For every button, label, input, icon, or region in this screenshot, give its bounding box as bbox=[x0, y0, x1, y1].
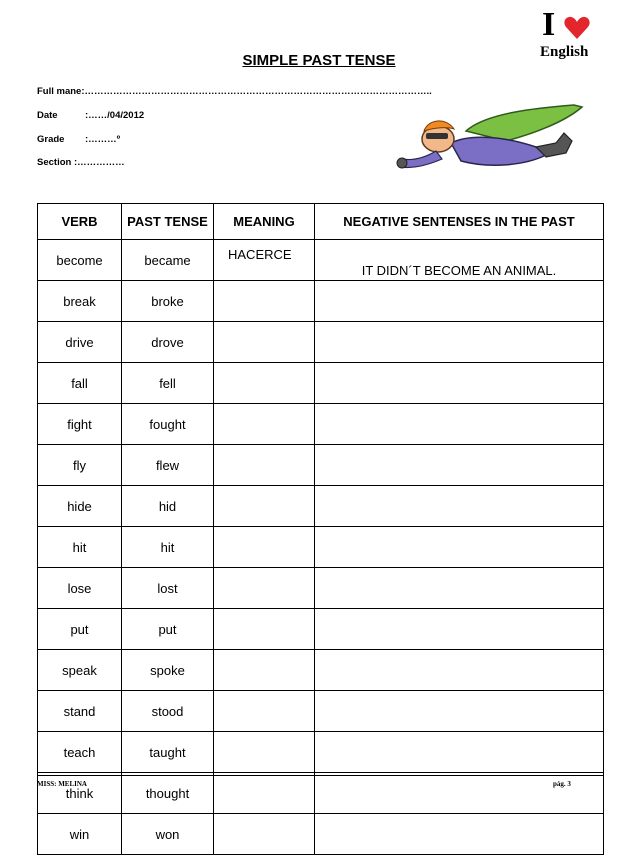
verb-cell: fight bbox=[38, 404, 122, 445]
footer-teacher: MISS: MELINA bbox=[37, 780, 87, 788]
past-tense-cell: lost bbox=[122, 568, 214, 609]
meaning-cell[interactable] bbox=[214, 814, 315, 855]
negative-sentence-cell[interactable] bbox=[315, 609, 604, 650]
meaning-cell[interactable] bbox=[214, 568, 315, 609]
header-past-tense: PAST TENSE bbox=[122, 204, 214, 240]
meaning-cell[interactable] bbox=[214, 281, 315, 322]
footer-divider bbox=[37, 775, 603, 776]
verb-cell: win bbox=[38, 814, 122, 855]
table-row bbox=[38, 732, 604, 773]
table-row bbox=[38, 650, 604, 691]
verb-cell: lose bbox=[38, 568, 122, 609]
negative-sentence-cell[interactable] bbox=[315, 773, 604, 814]
meaning-cell[interactable] bbox=[214, 691, 315, 732]
table-row bbox=[38, 363, 604, 404]
table-row bbox=[38, 281, 604, 322]
header-negative: NEGATIVE SENTENSES IN THE PAST bbox=[315, 204, 604, 240]
table-row bbox=[38, 322, 604, 363]
grade-field[interactable] bbox=[37, 134, 120, 145]
flying-superhero-illustration bbox=[396, 103, 586, 183]
past-tense-cell: fell bbox=[122, 363, 214, 404]
negative-sentence-cell[interactable] bbox=[315, 445, 604, 486]
grade-value: :………º bbox=[85, 134, 121, 145]
past-tense-cell: spoke bbox=[122, 650, 214, 691]
negative-sentence-cell[interactable]: IT DIDN´T BECOME AN ANIMAL. bbox=[315, 240, 604, 281]
logo-letter: I bbox=[542, 6, 556, 43]
meaning-cell[interactable] bbox=[214, 773, 315, 814]
verb-cell: fly bbox=[38, 445, 122, 486]
table-row bbox=[38, 609, 604, 650]
negative-sentence-cell[interactable] bbox=[315, 486, 604, 527]
negative-sentence-cell[interactable] bbox=[315, 732, 604, 773]
negative-sentence-cell[interactable] bbox=[315, 322, 604, 363]
i-love-english-logo bbox=[538, 6, 596, 64]
negative-sentence-cell[interactable] bbox=[315, 650, 604, 691]
grade-label: Grade bbox=[37, 134, 65, 145]
table-row bbox=[38, 568, 604, 609]
verb-cell: speak bbox=[38, 650, 122, 691]
negative-sentence-cell[interactable] bbox=[315, 568, 604, 609]
header-meaning: MEANING bbox=[214, 204, 315, 240]
verb-cell: break bbox=[38, 281, 122, 322]
meaning-cell[interactable] bbox=[214, 322, 315, 363]
table-row bbox=[38, 404, 604, 445]
past-tense-cell: became bbox=[122, 240, 214, 281]
fullname-field[interactable]: Full mane:……………………………………………………………………………………………….. bbox=[37, 86, 432, 97]
table-row bbox=[38, 527, 604, 568]
negative-sentence-cell[interactable] bbox=[315, 814, 604, 855]
verbs-table bbox=[37, 203, 604, 855]
past-tense-cell: stood bbox=[122, 691, 214, 732]
meaning-cell[interactable] bbox=[214, 445, 315, 486]
date-field[interactable] bbox=[37, 110, 144, 121]
negative-sentence-cell[interactable] bbox=[315, 281, 604, 322]
negative-sentence-cell[interactable] bbox=[315, 691, 604, 732]
past-tense-cell: put bbox=[122, 609, 214, 650]
table-row bbox=[38, 486, 604, 527]
meaning-cell[interactable] bbox=[214, 650, 315, 691]
verb-cell: become bbox=[38, 240, 122, 281]
table-row bbox=[38, 691, 604, 732]
negative-sentence-cell[interactable] bbox=[315, 527, 604, 568]
verb-cell: hit bbox=[38, 527, 122, 568]
past-tense-cell: broke bbox=[122, 281, 214, 322]
page-title: SIMPLE PAST TENSE bbox=[242, 52, 396, 69]
footer-page-number: pág. 3 bbox=[553, 780, 571, 788]
meaning-cell[interactable] bbox=[214, 732, 315, 773]
verb-cell: teach bbox=[38, 732, 122, 773]
past-tense-cell: taught bbox=[122, 732, 214, 773]
verb-cell: drive bbox=[38, 322, 122, 363]
past-tense-cell: hid bbox=[122, 486, 214, 527]
past-tense-cell: fought bbox=[122, 404, 214, 445]
past-tense-cell: flew bbox=[122, 445, 214, 486]
meaning-cell[interactable] bbox=[214, 609, 315, 650]
negative-sentence-cell[interactable] bbox=[315, 363, 604, 404]
meaning-cell[interactable]: HACERCE bbox=[214, 240, 315, 281]
past-tense-cell: hit bbox=[122, 527, 214, 568]
meaning-cell[interactable] bbox=[214, 527, 315, 568]
table-header-row bbox=[38, 204, 604, 240]
date-value: :……/04/2012 bbox=[85, 110, 145, 121]
heart-icon bbox=[564, 16, 590, 40]
verb-cell: hide bbox=[38, 486, 122, 527]
table-row bbox=[38, 445, 604, 486]
negative-sentence-cell[interactable] bbox=[315, 404, 604, 445]
table-row bbox=[38, 773, 604, 814]
past-tense-cell: thought bbox=[122, 773, 214, 814]
date-label: Date bbox=[37, 110, 58, 121]
verb-cell: think bbox=[38, 773, 122, 814]
past-tense-cell: won bbox=[122, 814, 214, 855]
table-row bbox=[38, 814, 604, 855]
verb-cell: stand bbox=[38, 691, 122, 732]
verb-cell: put bbox=[38, 609, 122, 650]
meaning-cell[interactable] bbox=[214, 404, 315, 445]
logo-word: English bbox=[540, 44, 589, 60]
table-row bbox=[38, 240, 604, 281]
header-verb: VERB bbox=[38, 204, 122, 240]
section-field[interactable]: Section :…………… bbox=[37, 157, 125, 168]
meaning-cell[interactable] bbox=[214, 486, 315, 527]
verb-cell: fall bbox=[38, 363, 122, 404]
meaning-cell[interactable] bbox=[214, 363, 315, 404]
past-tense-cell: drove bbox=[122, 322, 214, 363]
